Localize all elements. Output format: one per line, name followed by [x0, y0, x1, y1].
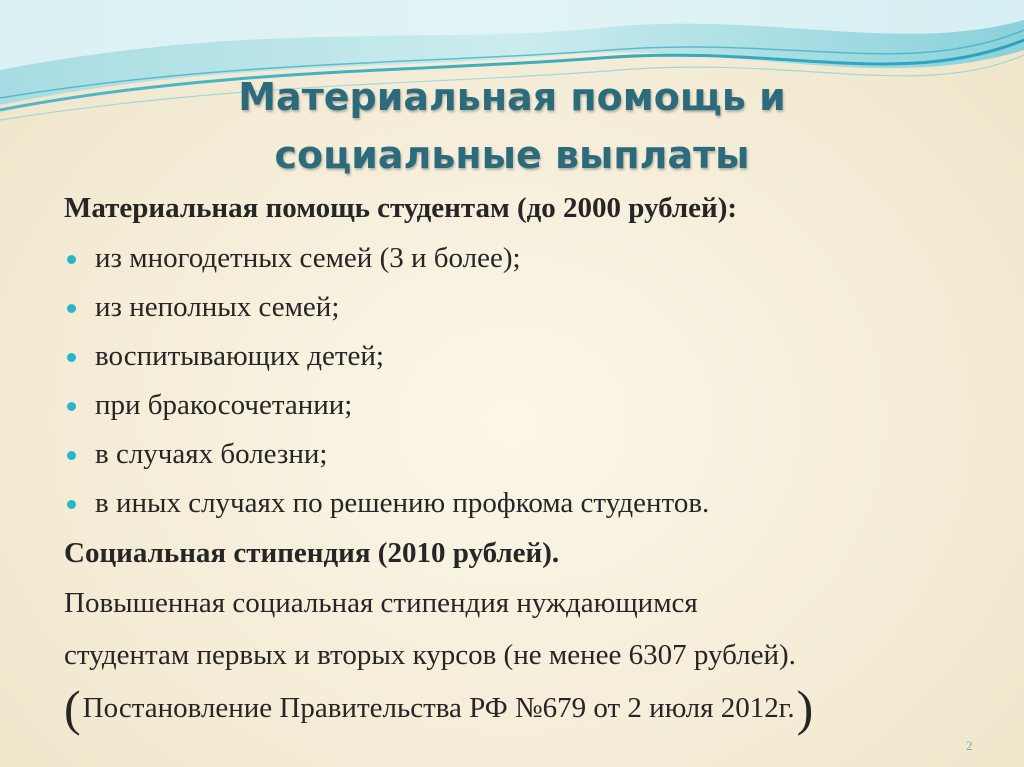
social-stipend-heading: Социальная стипендия (2010 рублей). [64, 537, 560, 569]
list-item-text: воспитывающих детей; [95, 340, 384, 372]
bullet-dot-icon [67, 402, 76, 411]
bullet-dot-icon [67, 353, 76, 362]
decree-paren-close: ) [796, 680, 814, 736]
list-item [64, 234, 994, 283]
slide-title-line2: социальные выплаты [274, 133, 750, 177]
bullet-dot-icon [67, 500, 76, 509]
decree-paren-open: ( [64, 680, 81, 736]
list-item-text: в иных случаях по решению профкома студентов. [95, 487, 710, 519]
material-help-heading: Материальная помощь студентам (до 2000 рублей): [64, 192, 738, 224]
list-item [64, 332, 994, 381]
decree-reference [64, 680, 994, 736]
raised-stipend-line1: Повышенная социальная стипендия нуждающимся [64, 587, 698, 619]
list-item [64, 381, 994, 430]
bullet-dot-icon [67, 304, 76, 313]
slide-title-line1: Материальная помощь и [238, 75, 786, 119]
slide-body [64, 186, 994, 736]
list-item-text: из неполных семей; [95, 291, 340, 323]
slide-title [0, 68, 1024, 184]
list-item [64, 430, 994, 479]
list-item [64, 283, 994, 332]
decree-text: Постановление Правительства РФ №679 от 2 июля 2012г. [82, 692, 795, 724]
raised-stipend-line2: студентам первых и вторых курсов (не менее 6307 рублей). [64, 639, 796, 671]
list-item [64, 479, 994, 528]
bullet-dot-icon [67, 255, 76, 264]
bullet-dot-icon [67, 451, 76, 460]
material-help-list [64, 234, 994, 528]
list-item-text: в случаях болезни; [95, 438, 328, 470]
list-item-text: при бракосочетании; [95, 389, 353, 421]
page-number: 2 [966, 738, 973, 753]
list-item-text: из многодетных семей (3 и более); [95, 242, 521, 274]
